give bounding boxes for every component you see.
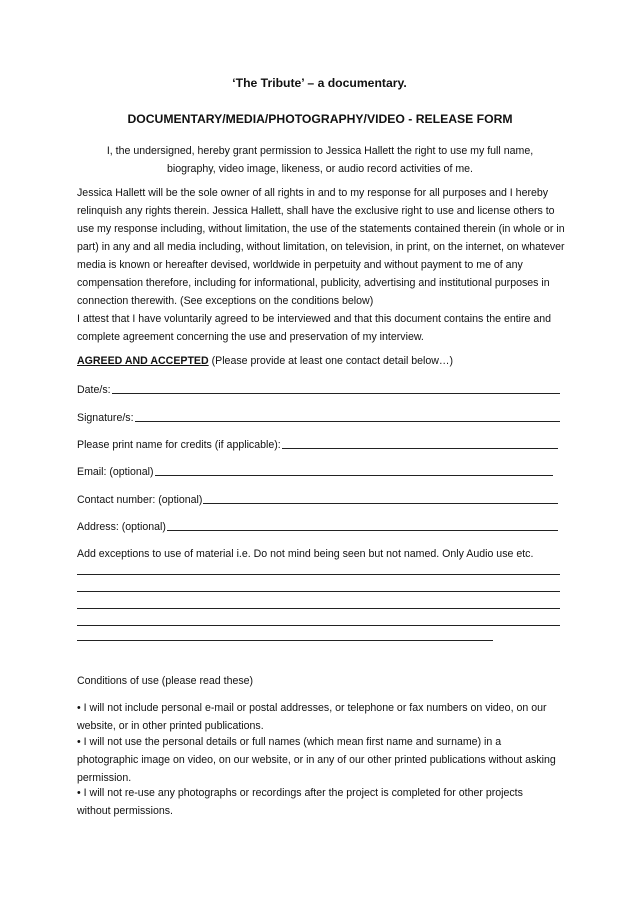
date-field[interactable]	[77, 381, 560, 399]
exceptions-line[interactable]	[77, 640, 493, 641]
condition-item: • I will not use the personal details or full names (which mean first name and surname) in a photographic image on video, on our website, or in any of our other printed publications without asking permission.	[77, 736, 556, 784]
date-label: Date/s:	[77, 384, 111, 396]
contact-number-field[interactable]	[77, 491, 558, 509]
email-label: Email: (optional)	[77, 466, 154, 478]
exceptions-line[interactable]	[77, 608, 560, 609]
conditions-heading: Conditions of use (please read these)	[77, 675, 254, 687]
address-field[interactable]	[77, 518, 558, 536]
condition-item: • I will not include personal e-mail or postal addresses, or telephone or fax numbers on video, on our website, or in other printed publications.	[77, 702, 547, 732]
signature-field[interactable]	[77, 409, 560, 427]
address-line[interactable]	[167, 518, 558, 531]
print-name-line[interactable]	[282, 436, 558, 449]
signature-line[interactable]	[135, 409, 560, 422]
exceptions-line[interactable]	[77, 591, 560, 592]
document-title: ‘The Tribute’ – a documentary.	[232, 76, 407, 90]
date-line[interactable]	[112, 381, 560, 394]
condition-item: • I will not re-use any photographs or recordings after the project is completed for other projects without permissions.	[77, 787, 523, 817]
agreed-note: (Please provide at least one contact detail below…)	[208, 355, 454, 367]
email-line[interactable]	[155, 463, 553, 476]
email-field[interactable]	[77, 463, 553, 481]
print-name-field[interactable]	[77, 436, 558, 454]
exceptions-line[interactable]	[77, 625, 560, 626]
agreed-heading-line	[77, 352, 562, 370]
form-subtitle: DOCUMENTARY/MEDIA/PHOTOGRAPHY/VIDEO - RELEASE FORM	[127, 112, 513, 126]
exceptions-line[interactable]	[77, 574, 560, 575]
intro-statement: I, the undersigned, hereby grant permission to Jessica Hallett the right to use my full name, biography, video image, likeness, or audio record activities of me.	[106, 145, 534, 175]
attestation-paragraph: I attest that I have voluntarily agreed to be interviewed and that this document contains the entire and complete agreement concerning the use and preservation of my interview.	[77, 313, 552, 343]
rights-paragraph: Jessica Hallett will be the sole owner of all rights in and to my response for all purposes and I hereby relinquish any rights therein. Jessica Hallett, shall have the exclusive right to use and license others to use my response including, without limitation, the use of the statements contained therein (in whole or in part) in any and all media including, without limitation, on television, in print, on the internet, on whatever media is known or hereafter devised, worldwide in perpetuity and without payment to me of any compensation therefore, including for informational, publicity, advertising and institutional purposes in connection therewith. (See exceptions on the conditions below)	[77, 187, 565, 307]
contact-number-line[interactable]	[203, 491, 558, 504]
address-label: Address: (optional)	[77, 521, 166, 533]
exceptions-prompt: Add exceptions to use of material i.e. Do not mind being seen but not named. Only Audio use etc.	[77, 548, 534, 560]
print-name-label: Please print name for credits (if applicable):	[77, 439, 281, 451]
contact-number-label: Contact number: (optional)	[77, 494, 203, 506]
agreed-heading: AGREED AND ACCEPTED	[77, 355, 209, 367]
signature-label: Signature/s:	[77, 412, 134, 424]
